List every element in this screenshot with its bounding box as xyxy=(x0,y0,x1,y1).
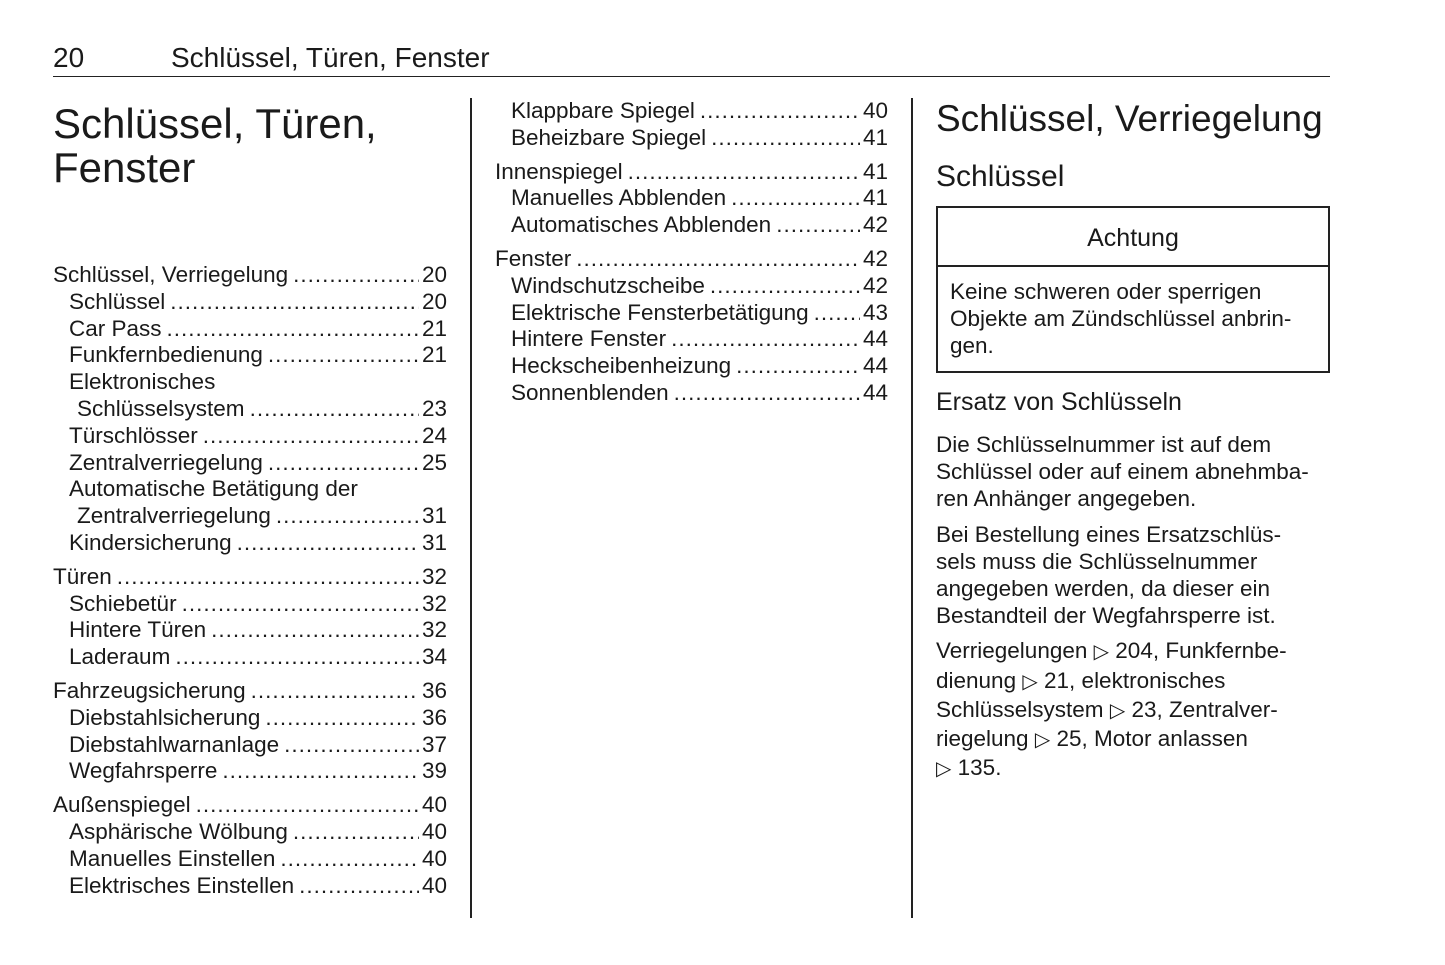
toc-entry-label[interactable]: Elektronisches xyxy=(69,369,216,395)
content-column xyxy=(936,98,1330,783)
warning-box xyxy=(936,206,1330,373)
toc-column-1 xyxy=(53,98,447,899)
toc-entry-label: Klappbare Spiegel xyxy=(511,98,695,123)
dot-leader xyxy=(700,98,860,125)
subsection-title: Schlüssel xyxy=(936,160,1065,193)
toc-page-number: 42 xyxy=(862,245,888,271)
toc-entry[interactable] xyxy=(53,423,447,450)
toc-section-entry[interactable] xyxy=(495,246,888,273)
dot-leader xyxy=(628,159,860,186)
toc-entry[interactable] xyxy=(53,503,447,530)
toc-page-number: 42 xyxy=(862,272,888,298)
toc-section-entry[interactable] xyxy=(53,792,447,819)
dot-leader xyxy=(211,617,419,644)
column-divider-left xyxy=(470,98,472,918)
toc-entry-label: Kindersicherung xyxy=(69,529,232,555)
toc-entry[interactable] xyxy=(53,396,447,423)
toc-entry-label: Heckscheibenheizung xyxy=(511,353,732,379)
dot-leader xyxy=(299,873,419,900)
toc-entry[interactable] xyxy=(495,125,888,152)
dot-leader xyxy=(222,758,419,785)
dot-leader xyxy=(265,705,419,732)
toc-entry[interactable] xyxy=(53,617,447,644)
toc-entry[interactable] xyxy=(53,644,447,671)
toc-entry[interactable] xyxy=(53,758,447,785)
toc-page-number: 40 xyxy=(421,872,447,898)
table-of-contents-part-2 xyxy=(495,98,888,407)
dot-leader xyxy=(284,732,419,759)
subheading-replacement-keys: Ersatz von Schlüsseln xyxy=(936,388,1182,416)
toc-entry[interactable] xyxy=(495,353,888,380)
toc-entry[interactable] xyxy=(53,289,447,316)
page-number: 20 xyxy=(53,42,85,73)
toc-entry[interactable] xyxy=(53,591,447,618)
toc-entry-label: Beheizbare Spiegel xyxy=(511,124,707,150)
xref-arrow-icon: ▷ xyxy=(1034,729,1051,752)
toc-entry[interactable] xyxy=(53,342,447,369)
dot-leader xyxy=(182,591,419,618)
toc-page-number: 44 xyxy=(862,379,888,405)
toc-page-number: 20 xyxy=(421,288,447,314)
toc-entry[interactable] xyxy=(53,732,447,759)
toc-page-number: 37 xyxy=(421,731,447,757)
dot-leader xyxy=(576,246,860,273)
xref-arrow-icon: ▷ xyxy=(1109,699,1126,722)
dot-leader xyxy=(237,530,419,557)
toc-entry-label: Zentralverriegelung xyxy=(69,449,263,475)
toc-entry[interactable] xyxy=(53,316,447,343)
dot-leader xyxy=(250,396,419,423)
warning-heading: Achtung xyxy=(938,208,1328,267)
xref-link[interactable]: 25 xyxy=(1056,726,1082,752)
toc-entry[interactable] xyxy=(495,380,888,407)
toc-entry-label: Schiebetür xyxy=(69,590,177,616)
toc-entry[interactable] xyxy=(53,873,447,900)
dot-leader xyxy=(251,678,419,705)
toc-entry-label: Automatisches Abblenden xyxy=(511,212,772,238)
toc-entry-label: Hintere Fenster xyxy=(511,326,667,352)
column-divider-right xyxy=(911,98,913,918)
xref-link[interactable]: 204 xyxy=(1115,638,1153,664)
toc-entry-label[interactable]: Automatische Betätigung der xyxy=(69,476,358,502)
dot-leader xyxy=(731,185,860,212)
chapter-title: Schlüssel, Türen, Fenster xyxy=(53,100,377,191)
toc-entry-label: Manuelles Einstellen xyxy=(69,845,276,871)
toc-section-entry[interactable] xyxy=(53,564,447,591)
toc-entry-label: Schlüsselsystem xyxy=(77,395,245,421)
warning-text: Keine schweren oder sperrigen Objekte am Zündschlüssel anbrin- gen. xyxy=(950,279,1292,358)
toc-entry[interactable] xyxy=(495,326,888,353)
toc-section-entry[interactable] xyxy=(53,262,447,289)
dot-leader xyxy=(175,644,419,671)
toc-page-number: 32 xyxy=(421,590,447,616)
toc-entry-label: Türschlösser xyxy=(69,422,198,448)
xref-arrow-icon: ▷ xyxy=(936,758,952,781)
dot-leader xyxy=(268,450,419,477)
toc-entry[interactable] xyxy=(53,819,447,846)
dot-leader xyxy=(814,300,860,327)
toc-page-number: 40 xyxy=(862,98,888,123)
toc-page-number: 24 xyxy=(421,422,447,448)
dot-leader xyxy=(167,316,419,343)
toc-entry-label: Schlüssel, Verriegelung xyxy=(53,262,289,287)
toc-page-number: 40 xyxy=(421,792,447,818)
paragraph-key-number: Die Schlüsselnummer ist auf dem Schlüssel oder auf einem abnehmba- ren Anhänger angegeben. xyxy=(936,432,1309,512)
toc-entry-label: Windschutzscheibe xyxy=(511,272,705,298)
toc-page-number: 40 xyxy=(421,845,447,871)
toc-entry-label: Außenspiegel xyxy=(53,792,191,818)
toc-page-number: 36 xyxy=(421,704,447,730)
toc-page-number: 31 xyxy=(421,503,447,529)
toc-page-number: 44 xyxy=(862,326,888,352)
dot-leader xyxy=(671,326,860,353)
toc-entry[interactable] xyxy=(495,212,888,239)
running-header xyxy=(53,40,1330,77)
toc-entry-label: Schlüssel xyxy=(69,288,166,314)
toc-entry-label: Türen xyxy=(53,563,112,589)
toc-page-number: 23 xyxy=(421,395,447,421)
dot-leader xyxy=(710,273,860,300)
toc-page-number: 40 xyxy=(421,818,447,844)
dot-leader xyxy=(776,212,860,239)
toc-entry[interactable] xyxy=(53,705,447,732)
toc-entry-label: Innenspiegel xyxy=(495,158,623,184)
toc-section-entry[interactable] xyxy=(495,159,888,186)
dot-leader xyxy=(280,846,419,873)
toc-entry[interactable] xyxy=(53,530,447,557)
toc-page-number: 41 xyxy=(862,124,888,150)
xref-link[interactable]: 23 xyxy=(1131,696,1157,722)
toc-page-number: 25 xyxy=(421,449,447,475)
toc-entry[interactable] xyxy=(495,98,888,125)
toc-entry-label: Fenster xyxy=(495,245,572,271)
toc-entry[interactable] xyxy=(495,185,888,212)
toc-page-number: 42 xyxy=(862,212,888,238)
toc-entry-label: Wegfahrsperre xyxy=(69,758,218,784)
paragraph-ordering: Bei Bestellung eines Ersatzschlüs- sels muss die Schlüsselnummer angegeben werden, da dieser ein Bestandteil der Wegfahrsperre ist. xyxy=(936,521,1282,629)
toc-entry-label: Fahrzeugsicherung xyxy=(53,677,246,703)
toc-column-2 xyxy=(495,98,888,407)
xref-arrow-icon: ▷ xyxy=(1022,670,1038,693)
toc-entry-label: Sonnenblenden xyxy=(511,379,669,405)
toc-entry-label: Car Pass xyxy=(69,315,162,341)
toc-entry-label: Funkfernbedienung xyxy=(69,342,263,368)
dot-leader xyxy=(170,289,419,316)
toc-page-number: 21 xyxy=(421,315,447,341)
toc-entry-label: Laderaum xyxy=(69,644,171,670)
dot-leader xyxy=(196,792,419,819)
dot-leader xyxy=(736,353,860,380)
xref-link[interactable]: 135 xyxy=(957,755,996,781)
dot-leader xyxy=(276,503,419,530)
dot-leader xyxy=(674,380,860,407)
dot-leader xyxy=(711,125,860,152)
toc-section-entry[interactable] xyxy=(53,678,447,705)
xref-arrow-icon: ▷ xyxy=(1093,641,1110,664)
toc-page-number: 31 xyxy=(421,529,447,555)
section-title: Schlüssel, Verriegelung xyxy=(936,98,1323,139)
toc-entry-label: Elektrisches Einstellen xyxy=(69,872,295,898)
toc-page-number: 44 xyxy=(862,353,888,379)
dot-leader xyxy=(293,262,419,289)
toc-entry-label: Diebstahlsicherung xyxy=(69,704,261,730)
toc-page-number: 43 xyxy=(862,299,888,325)
toc-entry[interactable] xyxy=(495,300,888,327)
toc-page-number: 32 xyxy=(421,617,447,643)
toc-entry-label: Asphärische Wölbung xyxy=(69,818,288,844)
toc-entry[interactable] xyxy=(53,846,447,873)
toc-entry-label: Hintere Türen xyxy=(69,617,207,643)
xref-link[interactable]: 21 xyxy=(1044,667,1070,693)
toc-page-number: 36 xyxy=(421,677,447,703)
dot-leader xyxy=(268,342,419,369)
toc-entry-label: Manuelles Abblenden xyxy=(511,185,727,211)
toc-page-number: 41 xyxy=(862,158,888,184)
toc-entry[interactable] xyxy=(53,450,447,477)
toc-entry[interactable] xyxy=(495,273,888,300)
running-title: Schlüssel, Türen, Fenster xyxy=(171,42,490,73)
toc-entry-label: Elektrische Fensterbetätigung xyxy=(511,299,809,325)
toc-page-number: 39 xyxy=(421,758,447,784)
toc-entry-label: Diebstahlwarnanlage xyxy=(69,731,280,757)
toc-entry-label: Zentralverriegelung xyxy=(77,503,271,529)
table-of-contents-part-1 xyxy=(53,262,447,899)
toc-page-number: 21 xyxy=(421,342,447,368)
dot-leader xyxy=(117,564,419,591)
toc-page-number: 32 xyxy=(421,563,447,589)
paragraph-cross-references: Verriegelungen ▷ 204, Funkfernbe- dienung ▷ 21, elektronisches Schlüsselsystem ▷ 23, Zentralver- riegelung ▷ 25, Motor anlassen ▷ 135. xyxy=(936,638,1287,781)
dot-leader xyxy=(203,423,419,450)
toc-page-number: 20 xyxy=(421,262,447,287)
toc-page-number: 41 xyxy=(862,185,888,211)
dot-leader xyxy=(293,819,419,846)
toc-page-number: 34 xyxy=(421,644,447,670)
